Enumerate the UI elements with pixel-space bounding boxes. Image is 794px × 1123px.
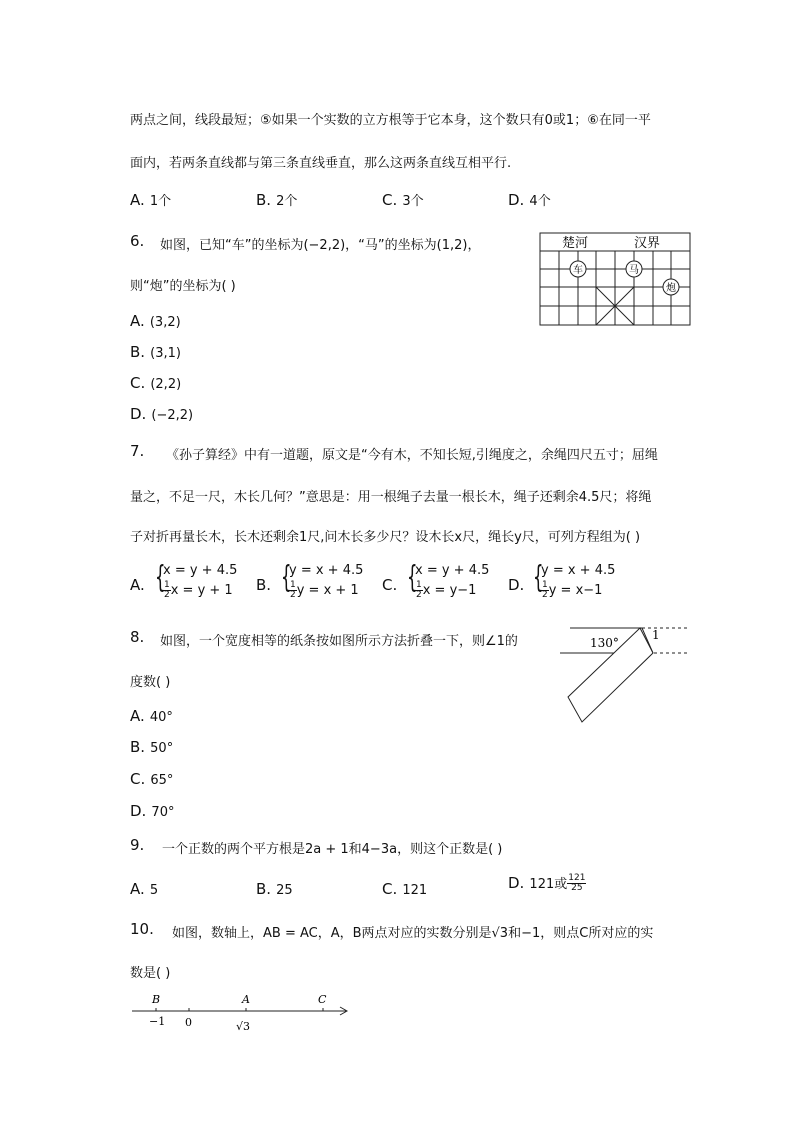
q8-option-a[interactable] xyxy=(130,706,173,725)
equation-2-text: x = y−1 xyxy=(422,583,477,598)
system-brace: { xyxy=(281,560,292,595)
option-text: (−2,2) xyxy=(151,408,194,423)
fraction xyxy=(289,581,297,600)
piece-ma xyxy=(626,261,642,277)
equation-2-text: y = x + 1 xyxy=(296,583,359,598)
question-text-line-1: 如图，一个宽度相等的纸条按如图所示方法折叠一下，则∠1的 xyxy=(160,634,518,649)
option-text: 70° xyxy=(151,805,175,820)
option-letter: C. xyxy=(382,880,398,898)
q5-option-c[interactable] xyxy=(382,190,424,209)
equation-2 xyxy=(541,581,602,600)
fraction xyxy=(541,581,549,600)
option-letter: B. xyxy=(256,576,272,594)
q9-option-c[interactable] xyxy=(382,879,427,898)
option-text: 121 xyxy=(402,883,428,898)
equation-1: y = x + 4.5 xyxy=(289,563,364,578)
q8-option-d[interactable] xyxy=(130,801,174,820)
option-letter: A. xyxy=(130,191,145,209)
question-number: 10. xyxy=(130,920,154,938)
option-letter: A. xyxy=(130,880,145,898)
equation-2 xyxy=(163,581,233,600)
option-letter: C. xyxy=(382,191,398,209)
option-text: 3个 xyxy=(402,194,424,209)
option-letter: D. xyxy=(130,802,147,820)
piece-che-label: 车 xyxy=(573,265,583,276)
option-letter: D. xyxy=(130,405,147,423)
option-letter: D. xyxy=(508,874,525,892)
question-number: 8. xyxy=(130,628,145,646)
question-text-line-1: 一个正数的两个平方根是2a + 1和4−3a，则这个正数是( ) xyxy=(162,842,503,857)
fraction xyxy=(415,581,423,600)
option-text: 65° xyxy=(150,773,174,788)
option-text: 1个 xyxy=(149,194,172,209)
option-text: 2个 xyxy=(276,194,298,209)
intro-line-1: 两点之间，线段最短；⑤如果一个实数的立方根等于它本身，这个数只有0或1；⑥在同一平 xyxy=(130,113,651,128)
q6-option-a[interactable] xyxy=(130,311,181,330)
option-letter: C. xyxy=(130,770,146,788)
tick-sqrt3-label: √3 xyxy=(236,1020,251,1033)
q6-option-d[interactable] xyxy=(130,404,193,423)
option-text: 50° xyxy=(150,741,174,756)
question-text-line-2: 量之，不足一尺，木长几何？”意思是：用一根绳子去量一根长木，绳子还剩余4.5尺；将绳 xyxy=(130,490,652,505)
point-b-label: B xyxy=(152,993,161,1006)
piece-pao xyxy=(663,279,679,295)
number-line-figure xyxy=(128,990,354,1035)
option-text: (3,2) xyxy=(149,315,181,330)
option-text: 121或 xyxy=(529,877,568,892)
folded-strip-figure xyxy=(560,622,695,727)
equation-1: x = y + 4.5 xyxy=(415,563,490,578)
system-brace: { xyxy=(407,560,418,595)
q8-option-b[interactable] xyxy=(130,737,173,756)
question-text-line-1: 如图，已知“车”的坐标为(−2,2)，“马”的坐标为(1,2)， xyxy=(160,238,481,253)
fraction-numerator: 1 xyxy=(416,580,422,590)
option-text: (2,2) xyxy=(150,377,182,392)
equation-2 xyxy=(289,581,359,600)
question-text-line-1: 《孙子算经》中有一道题，原文是“今有木，不知长短,引绳度之，余绳四尺五寸；屈绳 xyxy=(166,448,658,463)
system-brace: { xyxy=(533,560,544,595)
angle-1-label: 1 xyxy=(652,628,660,642)
option-text: 4个 xyxy=(529,194,551,209)
point-a-label: A xyxy=(242,993,250,1006)
question-number: 7. xyxy=(130,442,145,460)
fraction-numerator: 1 xyxy=(290,580,296,590)
tick-neg1-label: −1 xyxy=(149,1015,166,1028)
q6-option-c[interactable] xyxy=(130,373,181,392)
q5-option-d[interactable] xyxy=(508,190,551,209)
equation-2-text: y = x−1 xyxy=(548,583,603,598)
question-text-line-1: 如图，数轴上，AB = AC，A，B两点对应的实数分别是√3和−1，则点C所对应的实 xyxy=(172,926,654,941)
chess-board-figure xyxy=(538,231,692,327)
q5-option-b[interactable] xyxy=(256,190,297,209)
fraction xyxy=(567,874,586,893)
q6-option-b[interactable] xyxy=(130,342,181,361)
option-text: (3,1) xyxy=(150,346,181,361)
fraction-denominator: 2 xyxy=(416,590,422,600)
piece-che xyxy=(570,261,586,277)
option-text: 5 xyxy=(149,883,159,898)
option-letter: A. xyxy=(130,312,145,330)
question-number: 9. xyxy=(130,836,145,854)
fraction-denominator: 2 xyxy=(290,590,296,600)
question-text-line-2: 则“炮”的坐标为( ) xyxy=(130,279,236,294)
option-letter: A. xyxy=(130,576,145,594)
fraction-denominator: 2 xyxy=(542,590,548,600)
equation-2-text: x = y + 1 xyxy=(170,583,233,598)
option-letter: B. xyxy=(256,191,272,209)
point-c-label: C xyxy=(318,993,327,1006)
option-letter: C. xyxy=(130,374,146,392)
option-letter: B. xyxy=(256,880,272,898)
fraction-denominator: 25 xyxy=(571,883,583,893)
piece-pao-label: 炮 xyxy=(666,283,676,294)
q9-option-b[interactable] xyxy=(256,879,293,898)
fraction-numerator: 1 xyxy=(164,580,170,590)
option-text: 25 xyxy=(276,883,293,898)
question-number: 6. xyxy=(130,232,145,250)
intro-line-2: 面内，若两条直线都与第三条直线垂直，那么这两条直线互相平行. xyxy=(130,156,512,171)
option-letter: B. xyxy=(130,343,146,361)
fraction-numerator: 1 xyxy=(542,580,548,590)
tick-0-label: 0 xyxy=(185,1016,192,1029)
angle-130-label: 130° xyxy=(590,636,619,650)
option-letter: B. xyxy=(130,738,146,756)
option-letter: A. xyxy=(130,707,145,725)
system-brace: { xyxy=(155,560,166,595)
question-text-line-3: 子对折再量长木，长木还剩余1尺,问木长多少尺？设木长x尺，绳长y尺，可列方程组为( ) xyxy=(130,530,641,545)
river-left-label: 楚河 xyxy=(562,236,589,251)
option-letter: D. xyxy=(508,191,525,209)
option-letter: D. xyxy=(508,576,525,594)
question-text-line-2: 数是( ) xyxy=(130,966,171,981)
option-letter: C. xyxy=(382,576,398,594)
fraction-numerator: 121 xyxy=(568,873,586,883)
equation-2 xyxy=(415,581,476,600)
piece-ma-label: 马 xyxy=(629,265,639,276)
equation-1: y = x + 4.5 xyxy=(541,563,616,578)
river-right-label: 汉界 xyxy=(634,236,661,251)
q5-option-a[interactable] xyxy=(130,190,171,209)
q9-option-a[interactable] xyxy=(130,879,158,898)
fraction xyxy=(163,581,171,600)
fraction-denominator: 2 xyxy=(164,590,170,600)
q8-option-c[interactable] xyxy=(130,769,173,788)
q9-option-d[interactable] xyxy=(508,873,586,893)
question-text-line-2: 度数( ) xyxy=(130,675,171,690)
equation-1: x = y + 4.5 xyxy=(163,563,238,578)
option-text: 40° xyxy=(149,710,173,725)
